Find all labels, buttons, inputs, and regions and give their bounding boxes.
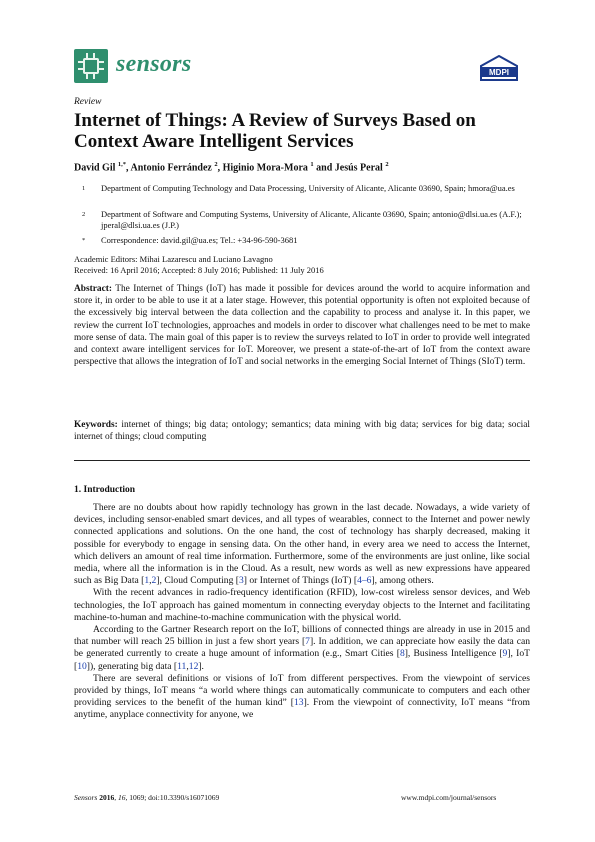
keywords-label: Keywords: — [74, 420, 118, 430]
citation-link[interactable]: 9 — [502, 648, 508, 660]
correspondence — [74, 235, 534, 246]
body-text-run: ], among others. — [371, 575, 434, 587]
citation-link[interactable]: 8 — [399, 648, 405, 660]
body-text-run: ]. In addition, we can appreciate how easily the data can be generated currently to create a huge amount of information (e.g., Smart Cities [ — [74, 636, 531, 660]
author-list: David Gil $^{1,*}$, Antonio Ferrández $^2$, Higinio Mora-Mora $^1$ and Jesús Peral $^2$ — [74, 161, 389, 174]
section-heading: 1. Introduction — [74, 485, 136, 495]
body-text-run: ], Cloud Computing [ — [156, 575, 239, 587]
citation-footer: Sensors 2016, 16, 1069; doi:10.3390/s16071069 — [74, 793, 220, 802]
body-text-run: , — [149, 575, 152, 587]
body-text-run: ]. From the viewpoint of connectivity, IoT means “from anytime, anyplace connectivity for anyone, we — [74, 697, 530, 721]
publisher-logo-icon[interactable] — [478, 55, 520, 81]
keywords-text: internet of things; big data; ontology; semantics; data mining with big data; services for big data; social internet of things; cloud computing — [74, 420, 530, 443]
paragraph — [74, 673, 530, 722]
publisher-name: MDPI — [489, 68, 509, 77]
paragraph — [74, 502, 530, 587]
citation-details: , 1069; doi:10.3390/s16071069 — [125, 793, 220, 802]
citation-year: 2016 — [99, 793, 115, 802]
body-text-run: ] or Internet of Things (IoT) [ — [243, 575, 358, 587]
citation-volume: 16 — [117, 793, 126, 802]
citation-link[interactable]: 10 — [77, 660, 87, 672]
body-text-run: ], Business Intelligence [ — [404, 648, 503, 660]
article-title: Internet of Things: A Review of Surveys Based on Context Aware Intelligent Services — [74, 110, 476, 152]
journal-name[interactable]: sensors — [116, 51, 192, 77]
author-affiliation-marker: 1,* — [117, 161, 127, 168]
affiliation — [74, 183, 534, 205]
body-text-run: , — [186, 660, 189, 672]
abstract — [74, 283, 530, 368]
keywords — [74, 419, 530, 443]
body-text-run: According to the Gartner Research report on the IoT, billions of connected things are already in use in 2015 and that number will reach 25 billion in just a few short years [ — [74, 624, 530, 648]
body-text-run: There are several definitions or visions of IoT from different perspectives. From the viewpoint of services provided by things, IoT means “a world where things can automatically communicate to computers and each other providing services to the benefit of the human kind” [ — [74, 672, 530, 709]
abstract-label: Abstract: — [74, 284, 113, 294]
affiliation-marker: 2 — [82, 211, 86, 218]
affiliation-marker: 1 — [82, 185, 86, 192]
academic-editors: Academic Editors: Mihai Lazarescu and Luciano Lavagno — [74, 254, 273, 264]
author-affiliation-marker: 2 — [214, 161, 218, 168]
correspondence-marker: * — [82, 237, 86, 244]
author-name: Higinio Mora-Mora — [222, 162, 308, 174]
section-divider — [74, 460, 530, 461]
publication-dates: Received: 16 April 2016; Accepted: 8 July 2016; Published: 11 July 2016 — [74, 265, 324, 275]
citation-link[interactable]: 4–6 — [357, 575, 372, 587]
body-text-run: ]. — [198, 660, 204, 672]
author-name: David Gil — [74, 162, 116, 174]
affiliation-text: Department of Software and Computing Systems, University of Alicante, Alicante 03690, Spain; antonio@dlsi.ua.es (A.F.); jperal@dlsi.ua.es (J.P.) — [101, 209, 522, 230]
article-type: Review — [74, 97, 102, 107]
paragraph — [74, 624, 530, 673]
body-text-run: With the recent advances in radio-frequency identification (RFID), low-cost wireless sensor devices, and Web technologies, the IoT approach has gained momentum in connecting everyday objects to the Internet and facilitating machine-to-human and machine-to-machine communication with the physical world. — [74, 587, 530, 623]
body-text-run: There are no doubts about how rapidly technology has grown in the last decade. Nowadays, a wide variety of devices, including sensor-enabled smart devices, and all types of wearables, connect to the Internet and power newly connected applications and solutions. On the one hand, the cost of technology has sharply decreased, making it possible for everybody to engage in sensing data. On the other hand, in every area we need to access the Internet, which delivers an amount of real time information. Furthermore, some of the environments are just online, like social media, where all the information is in the Cloud. As a result, new words as well as new expressions have appeared such as Big Data [ — [74, 502, 530, 587]
author-affiliation-marker: 2 — [385, 161, 389, 168]
affiliation — [74, 209, 534, 231]
author-affiliation-marker: 1 — [310, 161, 314, 168]
journal-website-link[interactable]: www.mdpi.com/journal/sensors — [401, 793, 497, 802]
citation-link[interactable]: 7 — [305, 636, 310, 648]
author-name: Jesús Peral — [334, 162, 383, 174]
paragraph — [74, 587, 530, 624]
correspondence-text: Correspondence: david.gil@ua.es; Tel.: +34-96-590-3681 — [101, 235, 298, 245]
body-text-run: ]), generating big data [ — [86, 660, 178, 672]
affiliation-text: Department of Computing Technology and Data Processing, University of Alicante, Alicante 03690, Spain; hmora@ua.es — [101, 183, 515, 193]
body-text-run: ], IoT [ — [74, 648, 530, 672]
citation-link[interactable]: 1 — [144, 575, 150, 587]
citation-journal: Sensors — [74, 793, 98, 802]
author-name: Antonio Ferrández — [130, 162, 212, 174]
citation-link[interactable]: 13 — [293, 697, 304, 709]
abstract-text: The Internet of Things (IoT) has made it possible for devices around the world to acquire information and store it, in order to be able to use it at a later stage. However, this potential opportunity is often not exploited because of the excessively big interval between the data collection and the capability to process and analyse it. In this paper, we review the current IoT technologies, approaches and models in order to discover what challenges need to be met to make more sense of data. The main goal of this paper is to review the surveys related to IoT in order to provide well integrated and context aware intelligent services for IoT. Moreover, we present a state-of-the-art of IoT from the context aware perspective that allows the integration of IoT and social networks in the emerging Social Internet of Things (SIoT) term. — [74, 284, 530, 368]
citation-link[interactable]: 3 — [238, 575, 244, 587]
introduction-body — [74, 502, 530, 722]
citation-link[interactable]: 11 — [177, 660, 187, 672]
citation-link[interactable]: 2 — [151, 575, 157, 587]
citation-link[interactable]: 12 — [188, 660, 199, 672]
journal-logo-icon — [74, 49, 108, 83]
